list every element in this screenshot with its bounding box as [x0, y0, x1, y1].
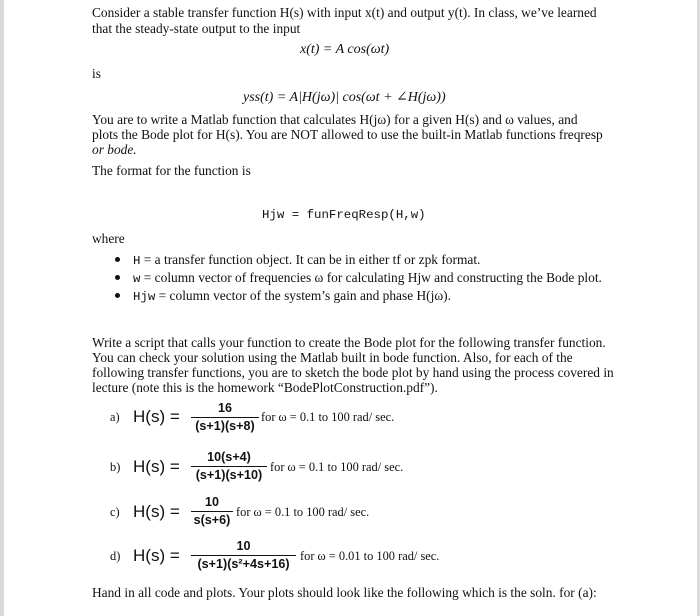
where-word: where: [92, 231, 125, 246]
intro-line-1: Consider a stable transfer function H(s) with input x(t) and output y(t). In class, we’ve learned: [92, 5, 597, 20]
script-line-2: You can check your solution using the Matlab built in bode function. Also, for each of the: [92, 350, 573, 365]
problem-d-label: d): [110, 549, 121, 563]
problem-b-denominator: (s+1)(s+10): [195, 468, 263, 482]
problem-a-range: for ω = 0.1 to 100 rad/ sec.: [261, 410, 395, 424]
problem-a-hs: H(s) =: [133, 407, 180, 426]
bullet-dot: [115, 275, 120, 280]
problem-c-hs: H(s) =: [133, 502, 180, 521]
problem-b-hs: H(s) =: [133, 457, 180, 476]
problem-d-range: for ω = 0.01 to 100 rad/ sec.: [300, 549, 440, 563]
problem-a-label: a): [110, 410, 120, 424]
problem-c-range: for ω = 0.1 to 100 rad/ sec.: [236, 505, 370, 519]
problem-d-numerator: 10: [236, 539, 251, 553]
steady-state-equation: yss(t) = A|H(jω)| cos(ωt + ∠H(jω)): [243, 90, 446, 105]
problem-a-fraction: [191, 400, 259, 436]
bullet-text: = a transfer function object. It can be in either tf or zpk format.: [140, 252, 481, 267]
function-call-code: Hjw = funFreqResp(H,w): [262, 208, 426, 222]
problem-c-label: c): [110, 505, 120, 519]
bullet-text: = column vector of the system’s gain and phase H(jω).: [155, 288, 451, 303]
problem-b-label: b): [110, 460, 121, 474]
bullet-item-w: [133, 271, 602, 285]
problem-d-denominator: (s+1)(s²+4s+16): [197, 557, 290, 571]
problem-c-fraction: [191, 494, 233, 530]
bullet-code: Hjw: [133, 290, 156, 304]
left-page-edge: [0, 0, 4, 616]
script-line-3: following transfer functions, you are to sketch the bode plot by hand using the process covered in: [92, 365, 614, 380]
fraction-bar: [191, 555, 296, 556]
problem-a-numerator: 16: [217, 401, 232, 415]
bullet-item-h: [133, 253, 480, 267]
bullet-dot: [115, 293, 120, 298]
bullet-code: H: [133, 254, 141, 268]
script-line-4: lecture (note this is the homework “BodePlotConstruction.pdf”).: [92, 380, 438, 395]
problem-d-fraction: [191, 538, 296, 574]
intro-line-2: that the steady-state output to the input: [92, 21, 301, 36]
input-equation: x(t) = A cos(ωt): [300, 42, 390, 57]
problem-c-numerator: 10: [204, 495, 219, 509]
problem-c-denominator: s(s+6): [193, 513, 231, 527]
task-line-3: or bode.: [92, 142, 137, 157]
task-line-1: You are to write a Matlab function that calculates H(jω) for a given H(s) and ω values, and: [92, 112, 578, 127]
bullet-code: w: [133, 272, 141, 286]
bullet-item-hjw: [133, 289, 451, 303]
problem-b-numerator: 10(s+4): [207, 450, 251, 464]
fraction-bar: [191, 466, 267, 467]
script-line-1: Write a script that calls your function to create the Bode plot for the following transfer function.: [92, 335, 606, 350]
problem-b-range: for ω = 0.1 to 100 rad/ sec.: [270, 460, 404, 474]
fraction-bar: [191, 417, 259, 418]
fraction-bar: [191, 511, 233, 512]
problem-d-hs: H(s) =: [133, 546, 180, 565]
problem-a-denominator: (s+1)(s+8): [195, 419, 255, 433]
problem-b-fraction: [191, 449, 267, 485]
task-line-2: plots the Bode plot for H(s). You are NOT allowed to use the built-in Matlab functions freqresp: [92, 127, 603, 142]
format-line: The format for the function is: [92, 163, 251, 178]
bullet-text: = column vector of frequencies ω for calculating Hjw and constructing the Bode plot.: [140, 270, 602, 285]
closing-line: Hand in all code and plots. Your plots should look like the following which is the soln. for (a):: [92, 585, 597, 600]
is-word: is: [92, 66, 101, 81]
bullet-dot: [115, 257, 120, 262]
